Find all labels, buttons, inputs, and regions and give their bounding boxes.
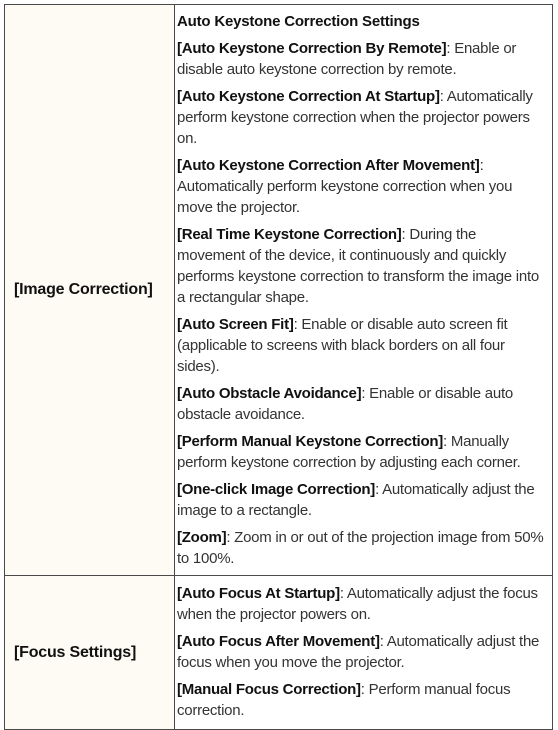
setting-term: [Real Time Keystone Correction] xyxy=(177,226,402,243)
row-label-cell xyxy=(5,576,175,730)
row-content-cell xyxy=(175,576,553,730)
setting-entry xyxy=(177,631,548,673)
setting-description: : Manually perform keystone correction by adjusting each corner. xyxy=(177,433,521,471)
setting-description: : Automatically adjust the focus when the projector powers on. xyxy=(177,585,538,623)
setting-description: : Perform manual focus correction. xyxy=(177,681,511,719)
setting-term: [Auto Keystone Correction By Remote] xyxy=(177,40,447,57)
setting-description: : Automatically adjust the image to a rectangle. xyxy=(177,481,535,519)
setting-entry xyxy=(177,383,548,425)
setting-entry xyxy=(177,527,548,569)
setting-term: [Auto Keystone Correction At Startup] xyxy=(177,88,440,105)
setting-description: : Enable or disable auto keystone correction by remote. xyxy=(177,40,517,78)
setting-description: : Zoom in or out of the projection image from 50% to 100%. xyxy=(177,529,544,567)
setting-entry xyxy=(177,155,548,218)
setting-term: [One-click Image Correction] xyxy=(177,481,376,498)
row-label: [Image Correction] xyxy=(14,281,153,298)
setting-entry xyxy=(177,479,548,521)
setting-term: [Perform Manual Keystone Correction] xyxy=(177,433,444,450)
setting-entry xyxy=(177,679,548,721)
setting-entry xyxy=(177,583,548,625)
row-label: [Focus Settings] xyxy=(14,643,137,661)
setting-term: [Auto Focus After Movement] xyxy=(177,633,380,650)
setting-entry xyxy=(177,314,548,377)
setting-entry xyxy=(177,38,548,80)
table-row-focus-settings xyxy=(5,576,553,730)
setting-description: : Automatically perform keystone correction when you move the projector. xyxy=(177,157,513,216)
setting-description: : Enable or disable auto obstacle avoidance. xyxy=(177,385,513,423)
setting-description: : Automatically adjust the focus when you move the projector. xyxy=(177,633,540,671)
section-title: Auto Keystone Correction Settings xyxy=(177,13,420,30)
row-label-cell xyxy=(5,5,175,576)
setting-entry xyxy=(177,86,548,149)
settings-table xyxy=(4,4,553,730)
table-row-image-correction xyxy=(5,5,553,576)
setting-entry xyxy=(177,431,548,473)
setting-term: [Zoom] xyxy=(177,529,227,546)
setting-term: [Auto Obstacle Avoidance] xyxy=(177,385,362,402)
setting-description: : Automatically perform keystone correction when the projector powers on. xyxy=(177,88,533,147)
setting-term: [Auto Screen Fit] xyxy=(177,316,294,333)
setting-term: [Auto Keystone Correction After Movement] xyxy=(177,157,480,174)
row-content-cell xyxy=(175,5,553,576)
setting-description: : During the movement of the device, it continuously and quickly performs keystone correction to transform the image into a rectangular shape. xyxy=(177,226,539,306)
setting-term: [Manual Focus Correction] xyxy=(177,681,361,698)
setting-term: [Auto Focus At Startup] xyxy=(177,585,340,602)
setting-entry xyxy=(177,224,548,308)
setting-description: : Enable or disable auto screen fit (applicable to screens with black borders on all four sides). xyxy=(177,316,508,375)
